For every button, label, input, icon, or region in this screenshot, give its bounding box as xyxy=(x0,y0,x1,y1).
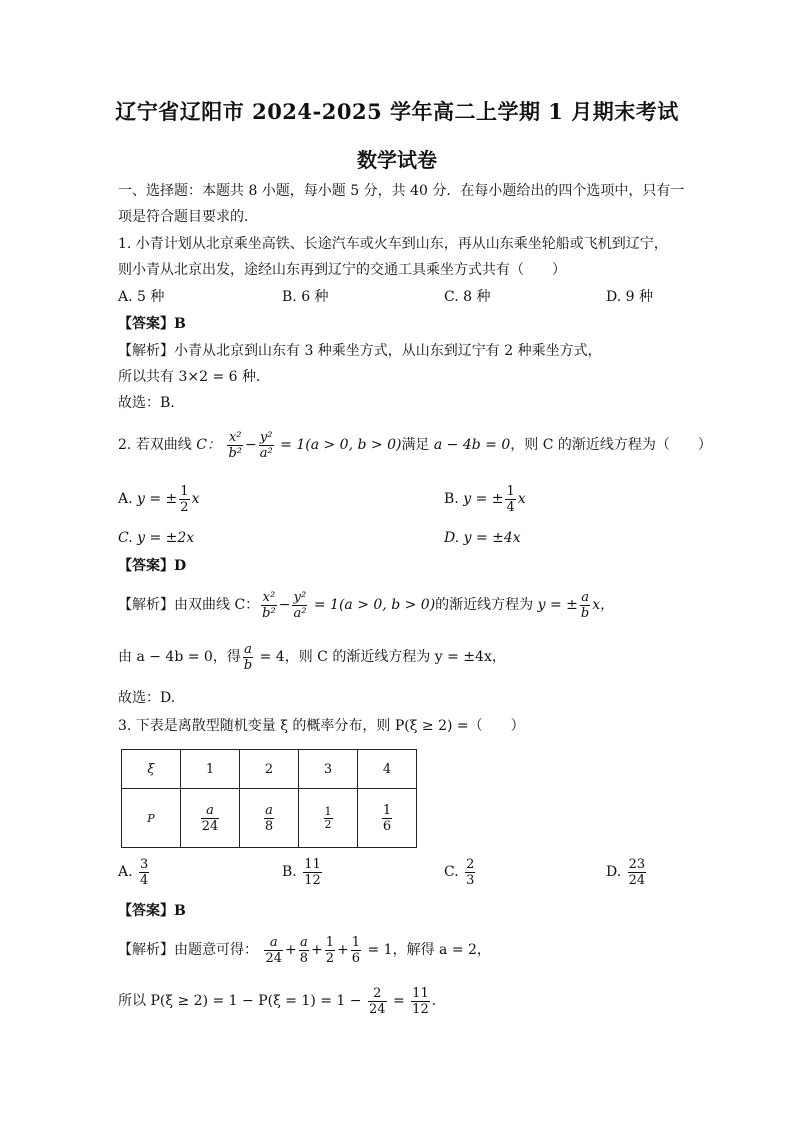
q1-stem-line2: 则小青从北京出发，途经山东再到辽宁的交通工具乘坐方式共有（ ） xyxy=(118,262,566,278)
q3-option-d xyxy=(606,852,648,892)
frac-den: 2 xyxy=(324,817,332,831)
frac-1-6 xyxy=(382,803,392,834)
q2-frac-y2-a2 xyxy=(259,430,274,461)
q2-stem-mid: 满足 xyxy=(401,437,430,453)
frac-a-24 xyxy=(201,803,220,834)
frac-num: 1 xyxy=(382,802,392,818)
table-cell: ξ xyxy=(122,750,181,789)
frac-num: 11 xyxy=(304,856,321,872)
frac-den: b xyxy=(580,605,590,621)
option-label: A. xyxy=(118,864,133,880)
q2-analysis-x: x， xyxy=(592,597,615,613)
frac-num: a xyxy=(265,802,273,818)
table-cell xyxy=(299,789,358,848)
frac-den: b² xyxy=(262,605,276,621)
section-intro-line2: 项是符合题目要求的． xyxy=(118,209,258,225)
q3-analysis2-prefix: 所以 P(ξ ≥ 2) = 1 − P(ξ = 1) = 1 − xyxy=(118,993,362,1009)
table-cell: 1 xyxy=(181,750,240,789)
frac-den: 12 xyxy=(304,872,321,888)
q2-analysis-line1: 【解析】由双曲线 C： $\frac{\text{x²}}{\text{b²}}$ − $\frac{\text{y²}}{\text{a²}}$ = 1(a > 0, b > 0)的渐近线方程为 y = ± $\frac{a}{b}$ x， xyxy=(118,589,615,621)
option-label: A. xyxy=(118,491,133,507)
q2-analysis2-prefix: 由 a − 4b = 0，得 xyxy=(118,649,241,665)
frac-den: 2 xyxy=(325,950,335,966)
table-cell: P xyxy=(122,789,181,848)
frac-1-4 xyxy=(505,484,515,515)
q3-analysis2-eq: = xyxy=(388,993,405,1009)
q3-analysis-prefix: 【解析】由题意可得： xyxy=(118,942,258,958)
q2-option-c: C. y = ±2x xyxy=(118,530,195,546)
option-label: B. xyxy=(444,491,459,507)
frac-den: 6 xyxy=(351,950,361,966)
frac-2-24 xyxy=(368,986,387,1017)
option-label: C. xyxy=(444,864,459,880)
option-label: D. xyxy=(606,864,622,880)
frac-y2-a2 xyxy=(292,590,307,621)
frac-den: 8 xyxy=(299,950,309,966)
q1-analysis-line2: 所以共有 3×2 = 6 种． xyxy=(118,369,270,385)
table-cell: 2 xyxy=(240,750,299,789)
frac-den: a² xyxy=(259,445,273,461)
page-title: 辽宁省辽阳市 2024-2025 学年高二上学期 1 月期末考试 xyxy=(115,99,679,124)
q3-analysis2-end: ． xyxy=(431,993,446,1009)
table-cell: 3 xyxy=(299,750,358,789)
q2-answer: 【答案】D xyxy=(118,558,187,574)
frac-11-12 xyxy=(303,857,322,888)
frac-num: 1 xyxy=(351,934,361,950)
q2-choice: 故选：D. xyxy=(118,690,176,706)
table-cell xyxy=(358,789,417,848)
frac-a-b xyxy=(243,642,253,673)
option-label: B. xyxy=(282,864,297,880)
q1-answer: 【答案】B xyxy=(118,316,186,332)
frac-den: b xyxy=(243,657,253,673)
frac-num: a xyxy=(581,589,589,605)
q3-analysis-line2 xyxy=(118,981,446,1021)
table-cell xyxy=(240,789,299,848)
frac-num: x² xyxy=(262,589,276,605)
frac-num: 2 xyxy=(466,856,475,872)
frac-num: 1 xyxy=(324,804,332,818)
frac-11-12 xyxy=(411,986,430,1017)
frac-1-2 xyxy=(324,806,333,831)
frac-3-4 xyxy=(139,857,149,888)
frac-num: 23 xyxy=(628,856,646,872)
frac-num: 1 xyxy=(180,483,189,499)
q2-analysis-y: y = ± xyxy=(533,597,578,613)
q2-stem-prefix: 2. 若双曲线 xyxy=(118,437,192,453)
frac-den: 24 xyxy=(628,872,646,888)
frac-den: 12 xyxy=(412,1001,429,1017)
page-subtitle: 数学试卷 xyxy=(357,148,437,172)
q2-analysis-prefix: 【解析】由双曲线 C： xyxy=(118,597,260,613)
q1-choice: 故选：B. xyxy=(118,395,175,411)
q2-option-b xyxy=(444,482,526,516)
frac-a-8 xyxy=(299,935,309,966)
table-cell xyxy=(181,789,240,848)
q2-stem-suffix: ，则 C 的渐近线方程为（ ） xyxy=(510,437,712,453)
q3-stem: 3. 下表是离散型随机变量 ξ 的概率分布，则 P(ξ ≥ 2) =（ ） xyxy=(118,718,525,734)
frac-num: 3 xyxy=(140,856,149,872)
q2-option-a xyxy=(118,482,199,516)
frac-den: 4 xyxy=(506,499,515,515)
q2-stem: 2. 若双曲线 C： $\frac{\text{x²}}{\text{b²}}$ − $\frac{\text{y²}}{\text{a²}}$ = 1(a > 0, b > 0)满足 a − 4b = 0，则 C 的渐近线方程为（ ） xyxy=(118,429,712,461)
frac-num: a xyxy=(269,934,278,950)
frac-num: a xyxy=(244,641,252,657)
frac-den: 8 xyxy=(264,818,274,834)
frac-den: 3 xyxy=(466,872,475,888)
frac-1-6 xyxy=(351,935,361,966)
frac-num: 11 xyxy=(412,985,429,1001)
q2-analysis-mid: 的渐近线方程为 xyxy=(435,597,534,613)
frac-den: 6 xyxy=(382,818,392,834)
option-lhs: y = ± xyxy=(137,491,178,507)
q2-analysis-line2 xyxy=(118,637,506,677)
q1-stem-line1: 1. 小青计划从北京乘坐高铁、长途汽车或火车到山东，再从山东乘坐轮船或飞机到辽宁， xyxy=(118,236,668,252)
table-cell: 4 xyxy=(358,750,417,789)
frac-1-2 xyxy=(179,484,189,515)
frac-x2-b2 xyxy=(261,590,277,621)
q2-analysis2-eq: = 4 xyxy=(255,649,285,665)
q2-stem-eq-tail: = 1(a > 0, b > 0) xyxy=(275,437,402,453)
q3-option-a xyxy=(118,852,151,892)
frac-den: 24 xyxy=(201,818,219,834)
table-row xyxy=(122,789,417,848)
option-x: x xyxy=(191,491,200,507)
frac-a-24 xyxy=(264,935,283,966)
q3-analysis-eq: = 1，解得 a = 2， xyxy=(363,942,491,958)
frac-23-24 xyxy=(628,857,647,888)
option-lhs: y = ± xyxy=(463,491,504,507)
q1-analysis-line1: 【解析】小青从北京到山东有 3 种乘坐方式，从山东到辽宁有 2 种乘坐方式， xyxy=(118,343,602,359)
frac-num: y² xyxy=(293,589,307,605)
frac-den: 24 xyxy=(265,950,282,966)
frac-num: 1 xyxy=(325,934,335,950)
q1-option-d: D. 9 种 xyxy=(606,289,653,305)
q1-option-a: A. 5 种 xyxy=(118,289,165,305)
frac-num: y² xyxy=(259,429,273,445)
q3-option-b xyxy=(282,852,324,892)
frac-num: a xyxy=(299,934,308,950)
frac-num: a xyxy=(206,802,214,818)
frac-den: b² xyxy=(228,445,242,461)
q3-answer: 【答案】B xyxy=(118,903,186,919)
q3-option-c xyxy=(444,852,477,892)
table-header-row xyxy=(122,750,417,789)
section-intro-line1: 一、选择题：本题共 8 小题，每小题 5 分，共 40 分．在每小题给出的四个选项中，只有一 xyxy=(118,183,685,199)
frac-den: a² xyxy=(293,605,307,621)
q2-frac-x2-b2 xyxy=(227,430,243,461)
frac-a-b xyxy=(580,590,590,621)
q1-option-c: C. 8 种 xyxy=(444,289,491,305)
frac-1-2 xyxy=(325,935,335,966)
frac-num: 1 xyxy=(506,483,515,499)
q2-analysis-eq-tail: = 1(a > 0, b > 0) xyxy=(309,597,436,613)
q3-analysis-line1: 【解析】由题意可得： $\frac{a}{24}$ + $\frac{a}{8}$ + $\frac{1}{2}$ + $\frac{1}{6}$ = 1，解得 a = 2， xyxy=(118,934,491,966)
q2-stem-cond: a − 4b = 0 xyxy=(429,437,511,453)
q2-analysis2-suffix: ，则 C 的渐近线方程为 y = ±4x， xyxy=(284,649,506,665)
q1-option-b: B. 6 种 xyxy=(282,289,329,305)
frac-den: 2 xyxy=(180,499,189,515)
frac-num: x² xyxy=(228,429,242,445)
frac-den: 4 xyxy=(140,872,149,888)
probability-table xyxy=(121,749,417,848)
q2-option-d: D. y = ±4x xyxy=(444,530,521,546)
q2-stem-curve: C： xyxy=(196,437,221,453)
frac-2-3 xyxy=(465,857,475,888)
frac-a-8 xyxy=(264,803,274,834)
option-x: x xyxy=(517,491,526,507)
frac-num: 2 xyxy=(373,985,382,1001)
frac-den: 24 xyxy=(368,1001,386,1017)
